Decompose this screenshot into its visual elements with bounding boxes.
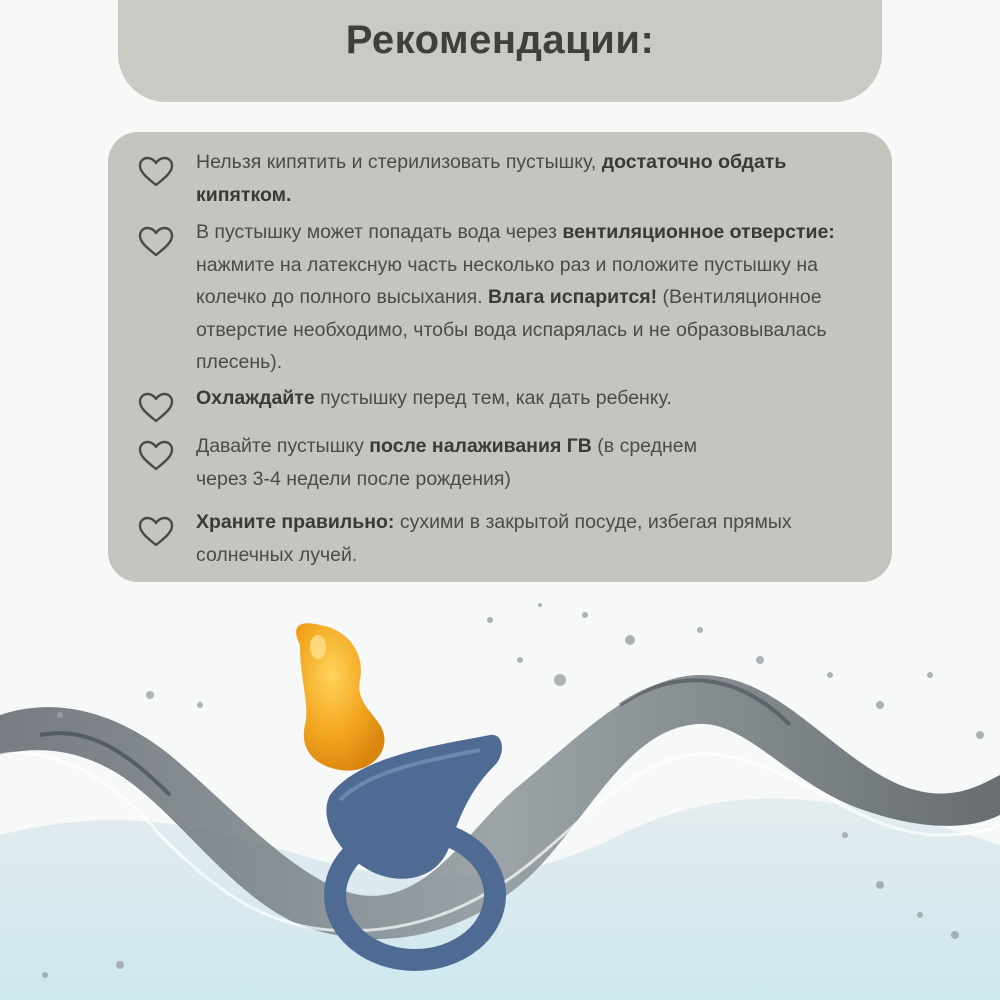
title-panel bbox=[118, 0, 882, 102]
recommendation-segment: пустышку перед тем, как дать ребенку. bbox=[314, 387, 672, 409]
recommendation-emphasis: Храните правильно: bbox=[196, 511, 395, 533]
water-splash-illustration bbox=[0, 585, 1000, 1000]
recommendation-item bbox=[138, 382, 868, 415]
recommendation-segment: нажмите на латексную часть несколько раз и положите пустышку на колечко до полного высыхания. bbox=[196, 253, 818, 308]
recommendation-item bbox=[138, 430, 868, 495]
heart-outline-icon bbox=[138, 226, 174, 258]
recommendation-emphasis: Охлаждайте bbox=[196, 387, 315, 409]
recommendation-text bbox=[196, 216, 868, 379]
heart-outline-icon bbox=[138, 440, 174, 472]
recommendation-item bbox=[138, 146, 868, 211]
recommendation-emphasis: Влага испарится! bbox=[488, 286, 658, 308]
recommendation-emphasis: достаточно обдать кипятком. bbox=[196, 151, 787, 206]
recommendation-segment: Давайте пустышку bbox=[196, 435, 370, 457]
recommendation-text bbox=[196, 382, 868, 415]
recommendation-segment: сухими в закрытой посуде, избегая прямых солнечных лучей. bbox=[196, 511, 792, 566]
recommendation-item bbox=[138, 216, 868, 379]
page-title: Рекомендации: bbox=[345, 18, 655, 62]
recommendation-item bbox=[138, 506, 868, 571]
recommendation-segment: В пустышку может попадать вода через bbox=[196, 221, 563, 243]
recommendation-segment: (Вентиляционное отверстие необходимо, чтобы вода испарялась и не образовывалась плесень). bbox=[196, 286, 827, 373]
recommendation-emphasis: вентиляционное отверстие: bbox=[562, 221, 835, 243]
recommendation-text bbox=[196, 146, 868, 211]
recommendations-panel bbox=[108, 132, 892, 582]
recommendation-text bbox=[196, 506, 868, 571]
heart-outline-icon bbox=[138, 156, 174, 188]
heart-outline-icon bbox=[138, 516, 174, 548]
recommendation-emphasis: после налаживания ГВ bbox=[369, 435, 592, 457]
recommendation-text bbox=[196, 430, 736, 495]
heart-outline-icon bbox=[138, 392, 174, 424]
recommendation-segment: (в среднем через 3-4 недели после рождения) bbox=[196, 435, 697, 490]
recommendation-segment: Нельзя кипятить и стерилизовать пустышку, bbox=[196, 151, 602, 173]
